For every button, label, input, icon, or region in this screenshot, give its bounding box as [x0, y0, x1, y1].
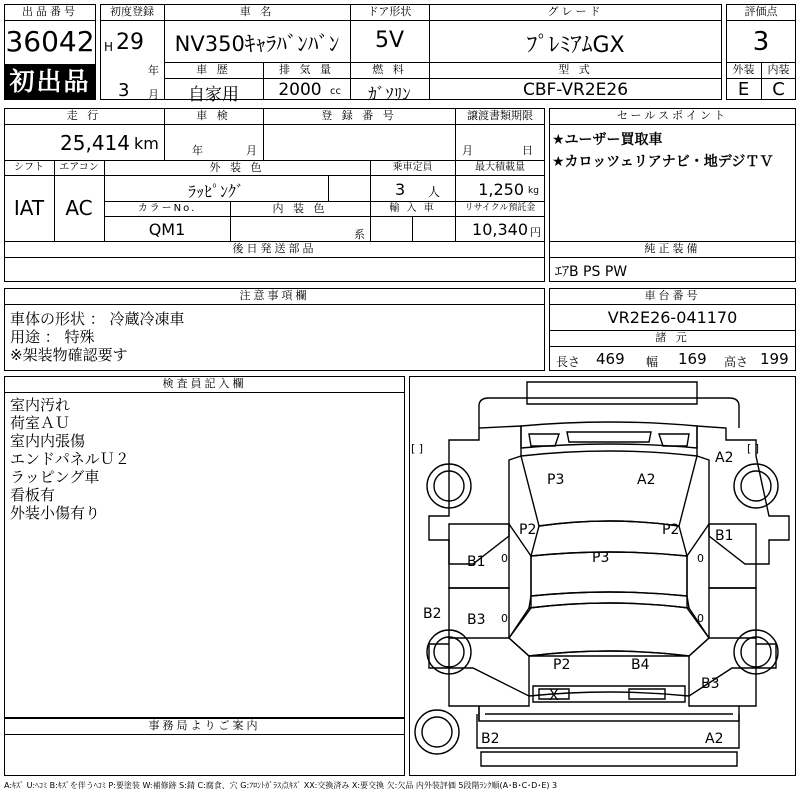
capacity-label: 乗車定員: [392, 162, 433, 173]
recycle-unit: 円: [530, 226, 541, 239]
sales-point-item: ★カロッツェリアナビ・地デジＴＶ: [552, 154, 774, 170]
office-label: 事務局よりご案内: [148, 719, 261, 732]
door-label: ドア形状: [367, 5, 412, 18]
mark-pillar-right: P2: [662, 522, 680, 538]
shift: IAT: [13, 196, 45, 220]
height: 199: [760, 350, 789, 368]
import-label: 輸 入 車: [389, 203, 436, 214]
mark-hood-right: B4: [631, 657, 650, 673]
max-load-label: 最大積載量: [475, 162, 525, 173]
inspector-item: 室内汚れ: [10, 396, 71, 414]
mark-rear-corner-right: A2: [715, 450, 734, 466]
transfer-month-unit: 月: [462, 144, 473, 157]
inspection-month-unit: 月: [246, 144, 257, 157]
height-label: 高さ: [724, 355, 749, 369]
inspector-item: 室内内張傷: [10, 432, 86, 450]
color-no-label: カラーNo.: [137, 203, 197, 214]
fuel: ｶﾞｿﾘﾝ: [368, 85, 411, 105]
color-no: QM1: [148, 220, 186, 239]
exterior-color: ﾗｯﾋﾟﾝｸﾞ: [187, 182, 244, 201]
capacity: 3: [395, 180, 406, 199]
bracket-right: [ ]: [747, 442, 760, 455]
max-load: 1,250: [478, 180, 524, 199]
mark-door-right-rear: B1: [715, 528, 734, 544]
first-listing-badge: 初出品: [5, 64, 95, 99]
mark-bottom-left: B2: [481, 731, 500, 747]
interior-grade: C: [772, 79, 785, 100]
capacity-unit: 人: [428, 185, 441, 199]
mark-door-left-rear: B1: [467, 554, 486, 570]
mark-roof-center: P3: [592, 550, 610, 566]
mark-rear-roof-right: A2: [637, 472, 656, 488]
exterior-grade: E: [737, 79, 750, 100]
sales-points-list: [552, 129, 773, 173]
width-label: 幅: [646, 355, 659, 369]
mark-front-right: B3: [701, 676, 720, 692]
inspector-label: 検査員記入欄: [162, 377, 247, 390]
reg-month: 3: [118, 80, 130, 101]
inspector-list: [10, 396, 130, 522]
interior-color-label: 内 装 色: [272, 202, 328, 215]
sales-point-item: ★ユーザー買取車: [552, 132, 663, 148]
era: H: [104, 40, 114, 54]
lot-label: 出品番号: [22, 5, 78, 18]
note-item: 用途 ： 特殊: [10, 328, 95, 346]
chassis-label: 車台番号: [644, 289, 701, 302]
grade-label: グレード: [547, 5, 604, 18]
model-code: CBF-VR2E26: [522, 80, 629, 100]
inspector-item: 荷室ＡＵ: [10, 414, 71, 432]
door-type: 5V: [374, 28, 405, 53]
mark-pillar-left: P2: [519, 522, 537, 538]
zero-mark: 0: [501, 612, 508, 625]
zero-mark: 0: [501, 552, 508, 565]
car-name: NV350ｷｬﾗﾊﾞﾝﾊﾞﾝ: [174, 32, 340, 56]
inspector-item: 看板有: [10, 486, 56, 504]
mark-bumper-x: X: [549, 688, 559, 704]
sales-points-label: セールスポイント: [616, 109, 728, 122]
exterior-color-label: 外 装 色: [209, 161, 265, 174]
transfer-label: 譲渡書類期限: [467, 109, 533, 122]
chassis-number: VR2E26-041170: [607, 308, 738, 327]
reg-year: 29: [116, 30, 144, 55]
inspection-label: 車 検: [196, 109, 231, 122]
recycle-label: リサイクル預託金: [464, 203, 536, 213]
month-unit: 月: [148, 88, 159, 101]
mark-rear-roof-left: P3: [547, 472, 565, 488]
displacement-label: 排 気 量: [279, 63, 334, 76]
later-parts-label: 後日発送部品: [232, 242, 317, 255]
interior-grade-label: 内装: [767, 63, 790, 76]
reg-number-label: 登 録 番 号: [321, 109, 397, 122]
displacement: 2000: [278, 80, 322, 100]
legend: A:ｷｽﾞ U:ﾍｺﾐ B:ｷｽﾞを伴うﾍｺﾐ P:要塗装 W:補修跡 S:錆 C:腐食、穴 G:ﾌﾛﾝﾄｶﾞﾗｽ点ｷｽﾞ XX:交換済み X:要交換 欠:欠品 内外装評価 5段階ﾗﾝｸ順(A･B･C･D･E) 3: [4, 781, 558, 790]
history-label: 車 歴: [196, 63, 231, 76]
inspection-year-unit: 年: [192, 144, 203, 157]
mark-bottom-right: A2: [705, 731, 724, 747]
zero-mark: 0: [697, 552, 704, 565]
notes-label: 注意事項欄: [239, 289, 310, 302]
length: 469: [596, 350, 625, 368]
year-unit: 年: [148, 64, 159, 77]
fuel-label: 燃 料: [372, 63, 407, 76]
car-damage-diagram: [409, 376, 796, 776]
max-load-unit: kg: [528, 186, 539, 196]
equipment-value: ｴｱB PS PW: [555, 264, 628, 280]
inspector-item: 外装小傷有り: [10, 504, 101, 522]
recycle: 10,340: [472, 220, 528, 239]
notes-list: [10, 310, 185, 364]
note-item: 車体の形状 ： 冷蔵冷凍車: [10, 310, 185, 328]
score: 3: [752, 27, 770, 57]
model-code-label: 型 式: [558, 63, 593, 76]
first-reg-label: 初度登録: [110, 5, 154, 18]
equipment-label: 純正装備: [644, 242, 701, 255]
mark-hood-left: P2: [553, 657, 571, 673]
history: 自家用: [188, 85, 239, 105]
ac: AC: [65, 196, 93, 220]
dims-label: 諸 元: [655, 331, 690, 344]
bracket-left: [ ]: [411, 442, 424, 455]
note-item: ※架装物確認要す: [10, 346, 128, 364]
ac-label: エアコン: [59, 162, 99, 173]
exterior-grade-label: 外装: [732, 63, 755, 76]
transfer-day-unit: 日: [522, 144, 533, 157]
mileage-unit: km: [134, 134, 159, 153]
displacement-unit: cc: [330, 86, 341, 97]
grade: ﾌﾟﾚﾐｱﾑGX: [526, 33, 625, 58]
width: 169: [678, 350, 707, 368]
lot-number: 36042: [5, 25, 95, 58]
inspector-item: ラッピング車: [10, 468, 100, 486]
inspector-item: エンドパネルＵ２: [10, 450, 130, 468]
mileage: 25,414: [60, 131, 130, 155]
car-name-label: 車 名: [239, 5, 275, 18]
zero-mark: 0: [697, 612, 704, 625]
mark-side-left: B2: [423, 606, 442, 622]
mileage-label: 走 行: [66, 109, 102, 122]
mark-door-left-front: B3: [467, 612, 486, 628]
length-label: 長さ: [556, 355, 581, 369]
interior-color-suffix: 系: [354, 228, 365, 241]
shift-label: シフト: [14, 162, 44, 173]
score-label: 評価点: [744, 5, 778, 18]
